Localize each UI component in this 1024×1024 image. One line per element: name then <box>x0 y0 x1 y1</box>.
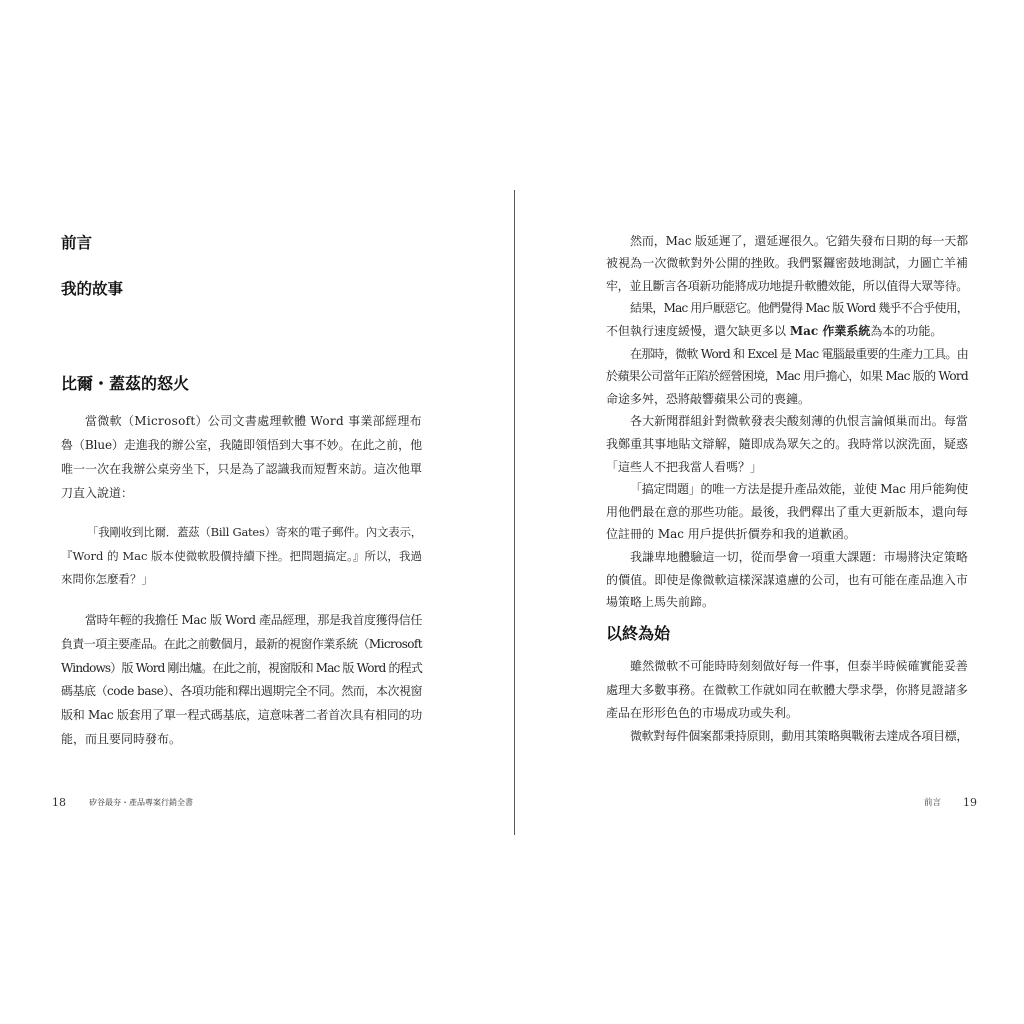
quote-line: 『Word 的 Mac 版本使微軟股價持續下挫。把問題搞定。』所以，我過 <box>61 548 422 563</box>
body-paragraph <box>606 230 968 298</box>
body-paragraph <box>606 546 968 614</box>
paragraph-line: 「這些人不把我當人看嗎？」 <box>606 459 763 474</box>
body-paragraph <box>606 410 968 478</box>
page-number: 18 <box>52 796 66 809</box>
paragraph-line: 我鄭重其事地貼文辯解，隨即成為眾矢之的。我時常以淚洗面，疑惑 <box>606 437 968 452</box>
page-number: 19 <box>963 796 977 809</box>
paragraph-line: 產品在形形色色的市場成功或失利。 <box>606 705 799 720</box>
paragraph-line: 「搞定問題」的唯一方法是提升產品效能，並使 Mac 用戶能夠使 <box>630 482 968 497</box>
paragraph-line: Windows）版 Word 剛出爐。在此之前，視窗版和 Mac 版 Word 的程式 <box>61 660 422 675</box>
bold-term: Mac 作業系統 <box>789 324 871 339</box>
subsection-title: 比爾・蓋茲的怒火 <box>61 374 190 393</box>
quote-line: 來問你怎麼看？」 <box>61 572 153 586</box>
paragraph-line: 各大新聞群組針對微軟發表尖酸刻薄的仇恨言論傾巢而出。每當 <box>630 414 968 429</box>
paragraph-line: 刀直入說道： <box>61 486 134 500</box>
text-block <box>606 655 968 748</box>
paragraph-line: 在那時，微軟 Word 和 Excel 是 Mac 電腦最重要的生產力工具。由 <box>630 346 968 361</box>
paragraph-line: 版和 Mac 版套用了單一程式碼基底，這意味著二者首次具有相同的功 <box>61 708 422 723</box>
running-head: 前言 <box>924 798 942 808</box>
paragraph-line: 然而，Mac 版延遲了，還延遲很久。它錯失發布日期的每一天都 <box>630 233 968 248</box>
book-title-footer: 矽谷最夯・產品專案行銷全書 <box>89 798 193 807</box>
section-title: 我的故事 <box>61 279 124 298</box>
quote-line: 「我剛收到比爾．蓋茲（Bill Gates）寄來的電子郵件。內文表示， <box>87 525 422 539</box>
chapter-label: 前言 <box>61 233 93 252</box>
paragraph-line: 命途多舛，恐將敲響蘋果公司的喪鐘。 <box>606 391 811 406</box>
body-paragraph <box>606 478 968 546</box>
body-paragraph <box>606 655 968 725</box>
body-paragraph <box>606 297 968 342</box>
body-paragraph <box>606 725 968 748</box>
body-paragraph <box>61 409 422 505</box>
paragraph-line: 於蘋果公司當年正陷於經營困境，Mac 用戶擔心，如果 Mac 版的 Word <box>606 369 968 384</box>
paragraph-line: 位註冊的 Mac 用戶提供折價券和我的道歉函。 <box>606 527 856 542</box>
paragraph-line: 處理大多數事務。在微軟工作就如同在軟體大學求學，你將見證諸多 <box>606 682 968 697</box>
paragraph-line: 唯一一次在我辦公桌旁坐下，只是為了認識我而短暫來訪。這次他單 <box>61 462 422 476</box>
page-divider <box>514 190 515 835</box>
paragraph-line: 場策略上馬失前蹄。 <box>606 595 715 610</box>
paragraph-line <box>606 320 942 343</box>
line-segment: 不但執行速度緩慢，還欠缺更多以 <box>606 324 790 339</box>
paragraph-line: 牢，並且斷言各項新功能將成功地提升軟體效能，所以值得大眾等待。 <box>606 278 968 293</box>
block-quote <box>61 521 422 592</box>
body-paragraph <box>61 609 422 752</box>
line-segment: 為本的功能。 <box>870 324 943 339</box>
paragraph-line: 能，而且要同時發布。 <box>61 731 182 746</box>
paragraph-line: 負責一項主要產品。在此之前數個月，最新的視窗作業系統（Microsoft <box>61 636 422 651</box>
paragraph-line: 微軟對每件個案都秉持原則，動用其策略與戰術去達成各項目標， <box>630 729 968 744</box>
paragraph-line: 當微軟（Microsoft）公司文書處理軟體 Word 事業部經理布 <box>85 414 422 428</box>
paragraph-line: 的價值。即使是像微軟這樣深謀遠慮的公司，也有可能在產品進入市 <box>606 572 968 587</box>
paragraph-line: 碼基底（code base）、各項功能和釋出週期完全不同。然而，本次視窗 <box>61 684 422 699</box>
paragraph-line: 被視為一次微軟對外公開的挫敗。我們緊鑼密鼓地測試，力圖亡羊補 <box>606 256 968 271</box>
paragraph-line: 魯（Blue）走進我的辦公室，我隨即領悟到大事不妙。在此之前，他 <box>61 438 422 452</box>
text-block <box>606 230 968 614</box>
section-title: 以終為始 <box>606 624 671 643</box>
paragraph-line: 用他們最在意的那些功能。最後，我們釋出了重大更新版本，還向每 <box>606 504 968 519</box>
body-paragraph <box>606 343 968 411</box>
paragraph-line: 當時年輕的我擔任 Mac 版 Word 產品經理，那是我首度獲得信任 <box>85 613 422 627</box>
paragraph-line: 雖然微軟不可能時時刻刻做好每一件事，但泰半時候確實能妥善 <box>630 659 968 674</box>
paragraph-line: 我謙卑地體驗這一切，從而學會一項重大課題：市場將決定策略 <box>630 550 968 564</box>
paragraph-line: 結果，Mac 用戶厭惡它。他們覺得 Mac 版 Word 幾乎不合乎使用， <box>630 301 968 316</box>
